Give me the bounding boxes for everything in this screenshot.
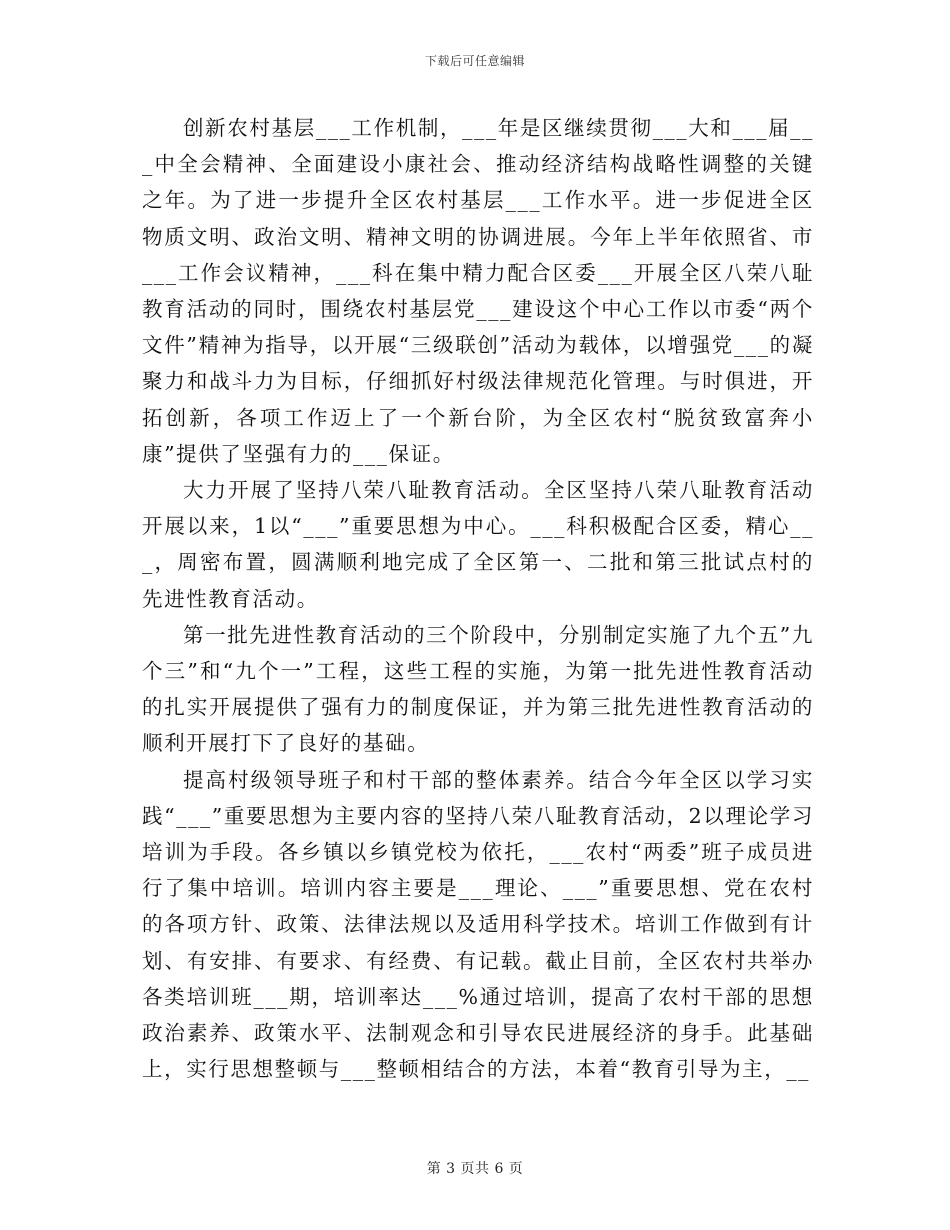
paragraph: 大力开展了坚持八荣八耻教育活动。全区坚持八荣八耻教育活动开展以来，1以“___”重要思想为中心。___科积极配合区委，精心___，周密布置，圆满顺利地完成了全区第一、二批和第三批试点村的先进性教育活动。 xyxy=(142,478,814,611)
document-body xyxy=(142,110,814,1087)
paragraph: 创新农村基层___工作机制，___年是区继续贯彻___大和___届___中全会精神、全面建设小康社会、推动经济结构战略性调整的关键之年。为了进一步提升全区农村基层___工作水平。进一步促进全区物质文明、政治文明、精神文明的协调进展。今年上半年依照省、市___工作会议精神，___科在集中精力配合区委___开展全区八荣八耻教育活动的同时，围绕农村基层党___建设这个中心工作以市委“两个文件”精神为指导，以开展“三级联创”活动为载体，以增强党___的凝聚力和战斗力为目标，仔细抓好村级法律规范化管理。与时俱进，开拓创新，各项工作迈上了一个新台阶，为全区农村“脱贫致富奔小康”提供了坚强有力的___保证。 xyxy=(142,116,814,466)
page-header: 下载后可任意编辑 xyxy=(424,54,525,68)
paragraph: 第一批先进性教育活动的三个阶段中，分别制定实施了九个五”九个三”和“九个一”工程，这些工程的实施，为第一批先进性教育活动的扎实开展提供了强有力的制度保证，并为第三批先进性教育活动的顺利开展打下了良好的基础。 xyxy=(142,622,814,756)
page-number-footer: 第 3 页共 6 页 xyxy=(426,1161,524,1177)
paragraph: 提高村级领导班子和村干部的整体素养。结合今年全区以学习实践“___”重要思想为主要内容的坚持八荣八耻教育活动，2以理论学习培训为手段。各乡镇以乡镇党校为依托，___农村“两委”班子成员进行了集中培训。培训内容主要是___理论、___”重要思想、党在农村的各项方针、政策、法律法规以及适用科学技术。培训工作做到有计划、有安排、有要求、有经费、有记载。截止目前，全区农村共举办各类培训班___期，培训率达___%通过培训，提高了农村干部的思想政治素养、政策水平、法制观念和引导农民进展经济的身手。此基础上，实行思想整顿与___整顿相结合的方法，本着“教育引导为主，__ xyxy=(142,767,814,1082)
